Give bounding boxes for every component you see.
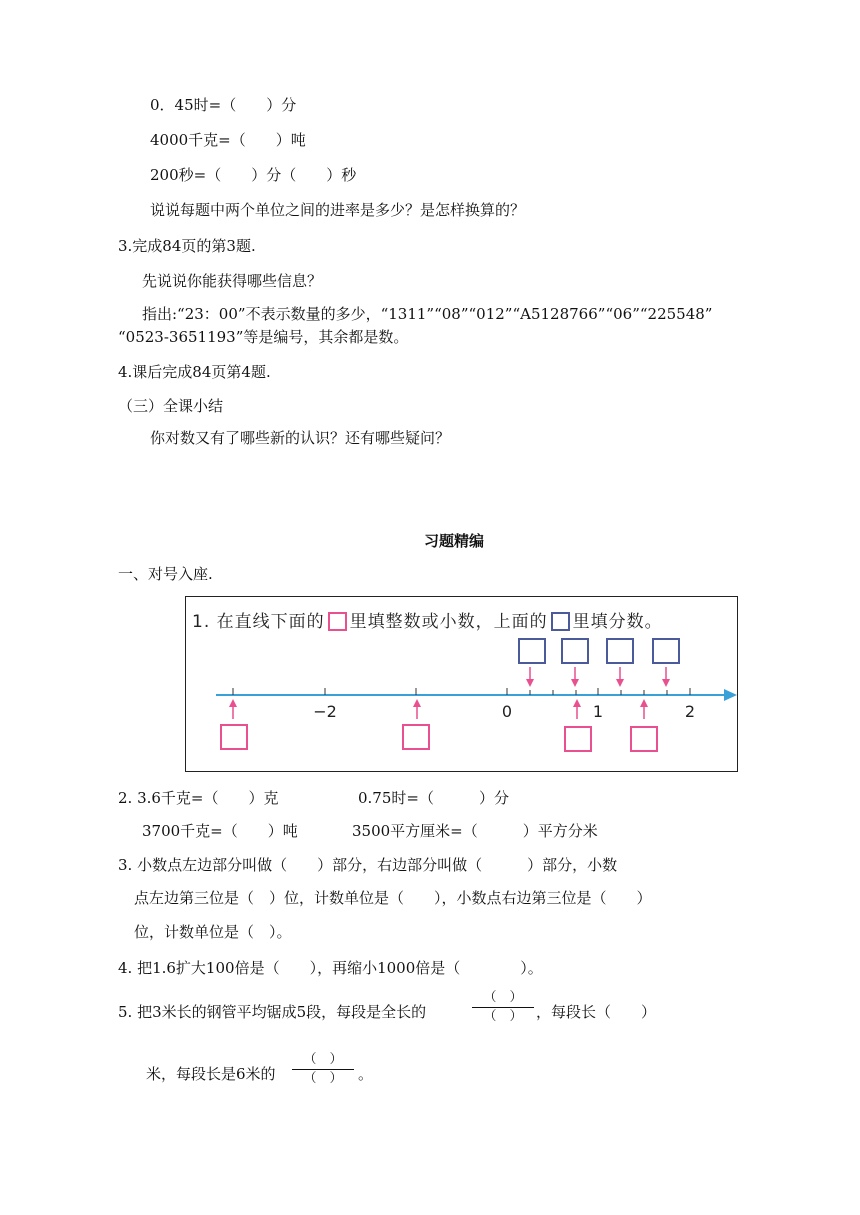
up-arrow-icon [573, 699, 581, 707]
q5-text-4: 。 [358, 1065, 374, 1083]
axis-arrow-icon [724, 689, 737, 701]
number-answer-box [631, 727, 657, 751]
fraction-answer-box [562, 639, 588, 663]
section-1-heading: 一、对号入座. [118, 565, 213, 583]
q2-area: 3500平方厘米=（ ）平方分米 [352, 822, 598, 840]
number-line-figure [185, 596, 738, 772]
up-arrow-icon [413, 699, 421, 707]
rate-question: 说说每题中两个单位之间的进率是多少？是怎样换算的？ [150, 201, 526, 219]
down-arrow-icon [616, 679, 624, 687]
q5-text-2: ，每段长（ ） [536, 1003, 657, 1021]
q2-kg-to-t: 3700千克=（ ）吨 [142, 822, 298, 840]
tick-label: 1 [592, 702, 604, 721]
number-answer-box [221, 725, 247, 749]
info-question: 先说说你能获得哪些信息？ [142, 272, 323, 290]
number-answer-box [565, 727, 591, 751]
conversion-kg: 4000千克=（ ）吨 [150, 131, 306, 149]
q3-line-3: 位，计数单位是（ ）。 [134, 923, 292, 941]
fraction-answer-box [653, 639, 679, 663]
note-line-2: “0523-3651193”等是编号，其余都是数。 [118, 328, 409, 346]
down-arrow-icon [571, 679, 579, 687]
down-arrow-icon [662, 679, 670, 687]
up-arrow-icon [640, 699, 648, 707]
q2-hours-to-min: 0.75时=（ ）分 [358, 789, 509, 807]
q4: 4. 把1.6扩大100倍是（ ），再缩小1000倍是（ ）。 [118, 959, 543, 977]
note-line-1: 指出:“23：00”不表示数量的多少，“1311”“08”“012”“A5128766”“06”“225548” [142, 305, 713, 323]
tick-label: −2 [313, 702, 337, 721]
summary-heading: （三）全课小结 [118, 397, 224, 415]
q5-text-3: 米，每段长是6米的 [146, 1065, 276, 1083]
q5-text-1: 5. 把3米长的钢管平均锯成5段，每段是全长的 [118, 1003, 427, 1021]
q2-kg-to-g: 2. 3.6千克=（ ）克 [118, 789, 279, 807]
conversion-seconds: 200秒=（ ）分（ ）秒 [150, 166, 357, 184]
number-answer-box [403, 725, 429, 749]
down-arrow-icon [526, 679, 534, 687]
exercise-title: 习题精编 [424, 532, 485, 550]
step-3: 3.完成84页的第3题. [118, 237, 256, 255]
q5-fraction-2: （ ） （ ） [292, 1052, 354, 1087]
step-4: 4.课后完成84页第4题. [118, 363, 271, 381]
q5-fraction-1: （ ） （ ） [472, 990, 534, 1025]
conversion-hours: 0．45时=（ ）分 [150, 96, 297, 114]
number-line-svg [186, 597, 737, 771]
summary-question: 你对数又有了哪些新的认识？还有哪些疑问？ [150, 429, 451, 447]
fraction-answer-box [607, 639, 633, 663]
fraction-answer-box [519, 639, 545, 663]
tick-label: 0 [501, 702, 513, 721]
up-arrow-icon [229, 699, 237, 707]
figure-caption: 1. 在直线下面的 里填整数或小数，上面的 里填分数。 [192, 612, 663, 632]
tick-label: 2 [684, 702, 696, 721]
q3-line-2: 点左边第三位是（ ）位，计数单位是（ ），小数点右边第三位是（ ） [134, 889, 652, 907]
q3-line-1: 3. 小数点左边部分叫做（ ）部分，右边部分叫做（ ）部分，小数 [118, 856, 618, 874]
